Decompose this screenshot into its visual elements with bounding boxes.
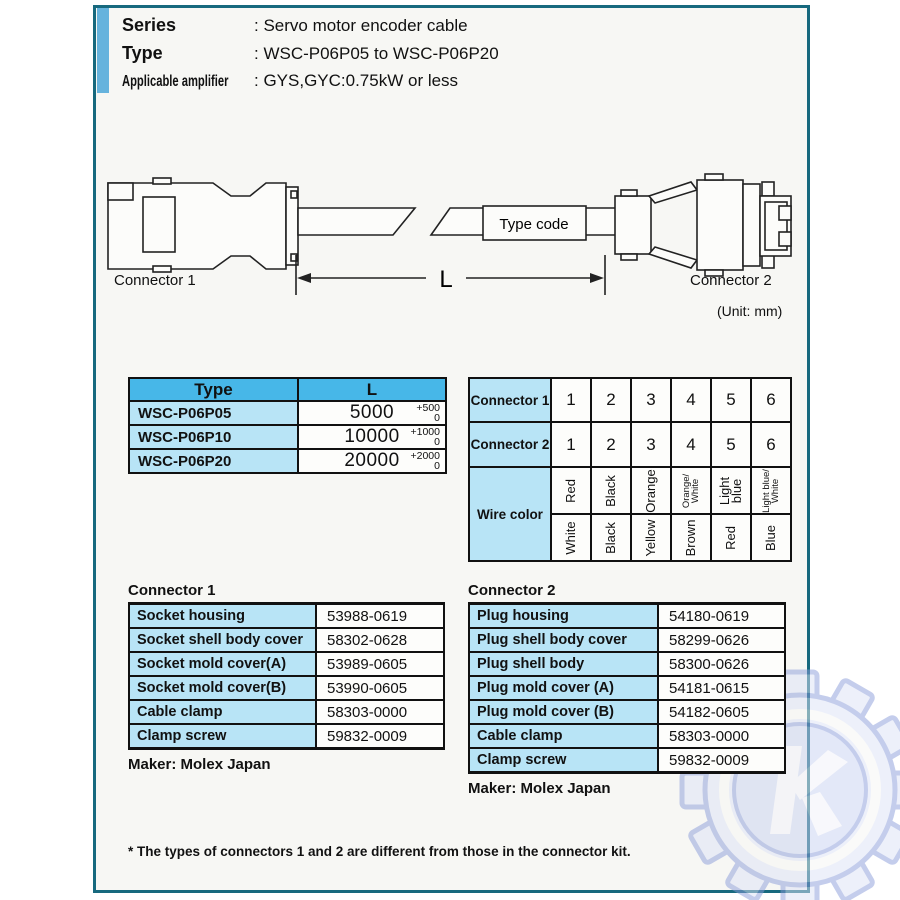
wire-color-cell: Blue (751, 514, 791, 561)
wire-color-top-row (469, 467, 791, 514)
length-value: 5000 (349, 402, 395, 423)
wire-color-cell: Black (591, 467, 631, 514)
connector2-parts-title: Connector 2 (468, 582, 556, 599)
table-row (129, 449, 446, 473)
table-row (129, 401, 446, 425)
pin-cell: 5 (711, 378, 751, 422)
type-length-table (128, 377, 447, 474)
connector1-row-label: Connector 1 (469, 378, 551, 422)
tolerance (411, 427, 441, 447)
connector1-maker-note: Maker: Molex Japan (128, 756, 271, 773)
connector2-parts-table (468, 602, 786, 774)
type-cell: WSC-P06P05 (129, 401, 298, 425)
wire-color-cell: Orange (631, 467, 671, 514)
table-row (129, 628, 444, 652)
part-number-cell: 53989-0605 (316, 652, 444, 676)
type-code-label: Type code (499, 216, 569, 233)
table-row (129, 652, 444, 676)
part-name-cell: Plug shell body cover (469, 628, 658, 652)
length-column-header: L (298, 378, 446, 401)
pin-cell: 6 (751, 378, 791, 422)
part-number-cell: 58300-0626 (658, 652, 785, 676)
wire-color-row-label: Wire color (469, 467, 551, 561)
table-row (469, 676, 785, 700)
part-number-cell: 54182-0605 (658, 700, 785, 724)
tolerance (416, 403, 440, 423)
type-cell: WSC-P06P10 (129, 425, 298, 449)
pin-cell: 2 (591, 378, 631, 422)
length-value: 10000 (344, 426, 400, 447)
table-row (469, 628, 785, 652)
table-row (129, 676, 444, 700)
pin-cell: 1 (551, 422, 591, 467)
spec-row-type (122, 43, 499, 71)
type-column-header: Type (129, 378, 298, 401)
wire-color-cell: Red (711, 514, 751, 561)
wire-color-cell: White (551, 514, 591, 561)
length-cell (298, 425, 446, 449)
cable-diagram (96, 170, 807, 320)
wire-color-cell: Light blue/ White (751, 467, 791, 514)
dimension-arrow-right (590, 273, 604, 283)
pin-cell: 3 (631, 378, 671, 422)
tolerance-base: 0 (434, 460, 440, 472)
amplifier-label: Applicable amplifier (122, 73, 229, 90)
header-accent-bar (97, 8, 109, 93)
series-label: Series (122, 15, 177, 35)
connector2-pin-row (469, 422, 791, 467)
connector1-parts-section (128, 582, 443, 773)
pin-cell: 4 (671, 422, 711, 467)
table-row (129, 604, 444, 629)
part-number-cell: 53988-0619 (316, 604, 444, 629)
pin-cell: 6 (751, 422, 791, 467)
part-name-cell: Clamp screw (469, 748, 658, 773)
part-number-cell: 58299-0626 (658, 628, 785, 652)
part-number-cell: 59832-0009 (316, 724, 444, 749)
length-cell (298, 449, 446, 473)
datasheet-page (93, 5, 810, 893)
part-name-cell: Plug mold cover (A) (469, 676, 658, 700)
footnote: * The types of connectors 1 and 2 are different from those in the connector kit. (128, 844, 631, 859)
spec-row-series (122, 15, 499, 43)
table-row (129, 425, 446, 449)
length-dimension-label: L (439, 266, 453, 293)
wire-color-cell: Black (591, 514, 631, 561)
table-row (469, 724, 785, 748)
unit-note: (Unit: mm) (717, 303, 783, 319)
tolerance-plus: +1000 (410, 426, 440, 438)
part-number-cell: 58303-0000 (658, 724, 785, 748)
part-number-cell: 58303-0000 (316, 700, 444, 724)
table-row (129, 700, 444, 724)
spec-header (122, 15, 499, 99)
type-value: : WSC-P06P05 to WSC-P06P20 (254, 44, 499, 63)
part-name-cell: Cable clamp (469, 724, 658, 748)
length-value: 20000 (344, 450, 400, 471)
part-number-cell: 54180-0619 (658, 604, 785, 629)
wire-color-cell: Red (551, 467, 591, 514)
tolerance-plus: +2000 (410, 450, 440, 462)
part-name-cell: Socket mold cover(B) (129, 676, 316, 700)
part-number-cell: 59832-0009 (658, 748, 785, 773)
part-name-cell: Cable clamp (129, 700, 316, 724)
pin-cell: 5 (711, 422, 751, 467)
type-cell: WSC-P06P20 (129, 449, 298, 473)
part-name-cell: Plug mold cover (B) (469, 700, 658, 724)
wire-color-cell: Yellow (631, 514, 671, 561)
part-number-cell: 58302-0628 (316, 628, 444, 652)
dimension-arrow-left (297, 273, 311, 283)
wiring-table (468, 377, 792, 562)
tolerance-plus: +500 (416, 402, 440, 414)
wire-color-cell: Orange/ White (671, 467, 711, 514)
type-label: Type (122, 43, 163, 63)
pin-cell: 2 (591, 422, 631, 467)
pin-cell: 4 (671, 378, 711, 422)
length-cell (298, 401, 446, 425)
connector2-diagram-label: Connector 2 (690, 272, 772, 289)
connector2-maker-note: Maker: Molex Japan (468, 780, 611, 797)
spec-row-amplifier (122, 71, 499, 99)
connector2-parts-section (468, 582, 784, 797)
table-row (469, 652, 785, 676)
tolerance-base: 0 (434, 412, 440, 424)
connector2-row-label: Connector 2 (469, 422, 551, 467)
connector1-parts-title: Connector 1 (128, 582, 216, 599)
table-row (469, 700, 785, 724)
series-value: : Servo motor encoder cable (254, 16, 468, 35)
connector1-pin-row (469, 378, 791, 422)
part-name-cell: Plug housing (469, 604, 658, 629)
amplifier-value: : GYS,GYC:0.75kW or less (254, 71, 459, 90)
wire-color-cell: Light blue (711, 467, 751, 514)
part-number-cell: 53990-0605 (316, 676, 444, 700)
connector1-diagram-label: Connector 1 (114, 272, 196, 289)
connector1-parts-table (128, 602, 445, 750)
wire-color-cell: Brown (671, 514, 711, 561)
table-row (129, 724, 444, 749)
part-name-cell: Socket housing (129, 604, 316, 629)
pin-cell: 1 (551, 378, 591, 422)
part-name-cell: Socket shell body cover (129, 628, 316, 652)
table-row (469, 604, 785, 629)
table-row (469, 748, 785, 773)
part-name-cell: Plug shell body (469, 652, 658, 676)
part-number-cell: 54181-0615 (658, 676, 785, 700)
tolerance-base: 0 (434, 436, 440, 448)
tolerance (411, 451, 441, 471)
part-name-cell: Socket mold cover(A) (129, 652, 316, 676)
part-name-cell: Clamp screw (129, 724, 316, 749)
pin-cell: 3 (631, 422, 671, 467)
